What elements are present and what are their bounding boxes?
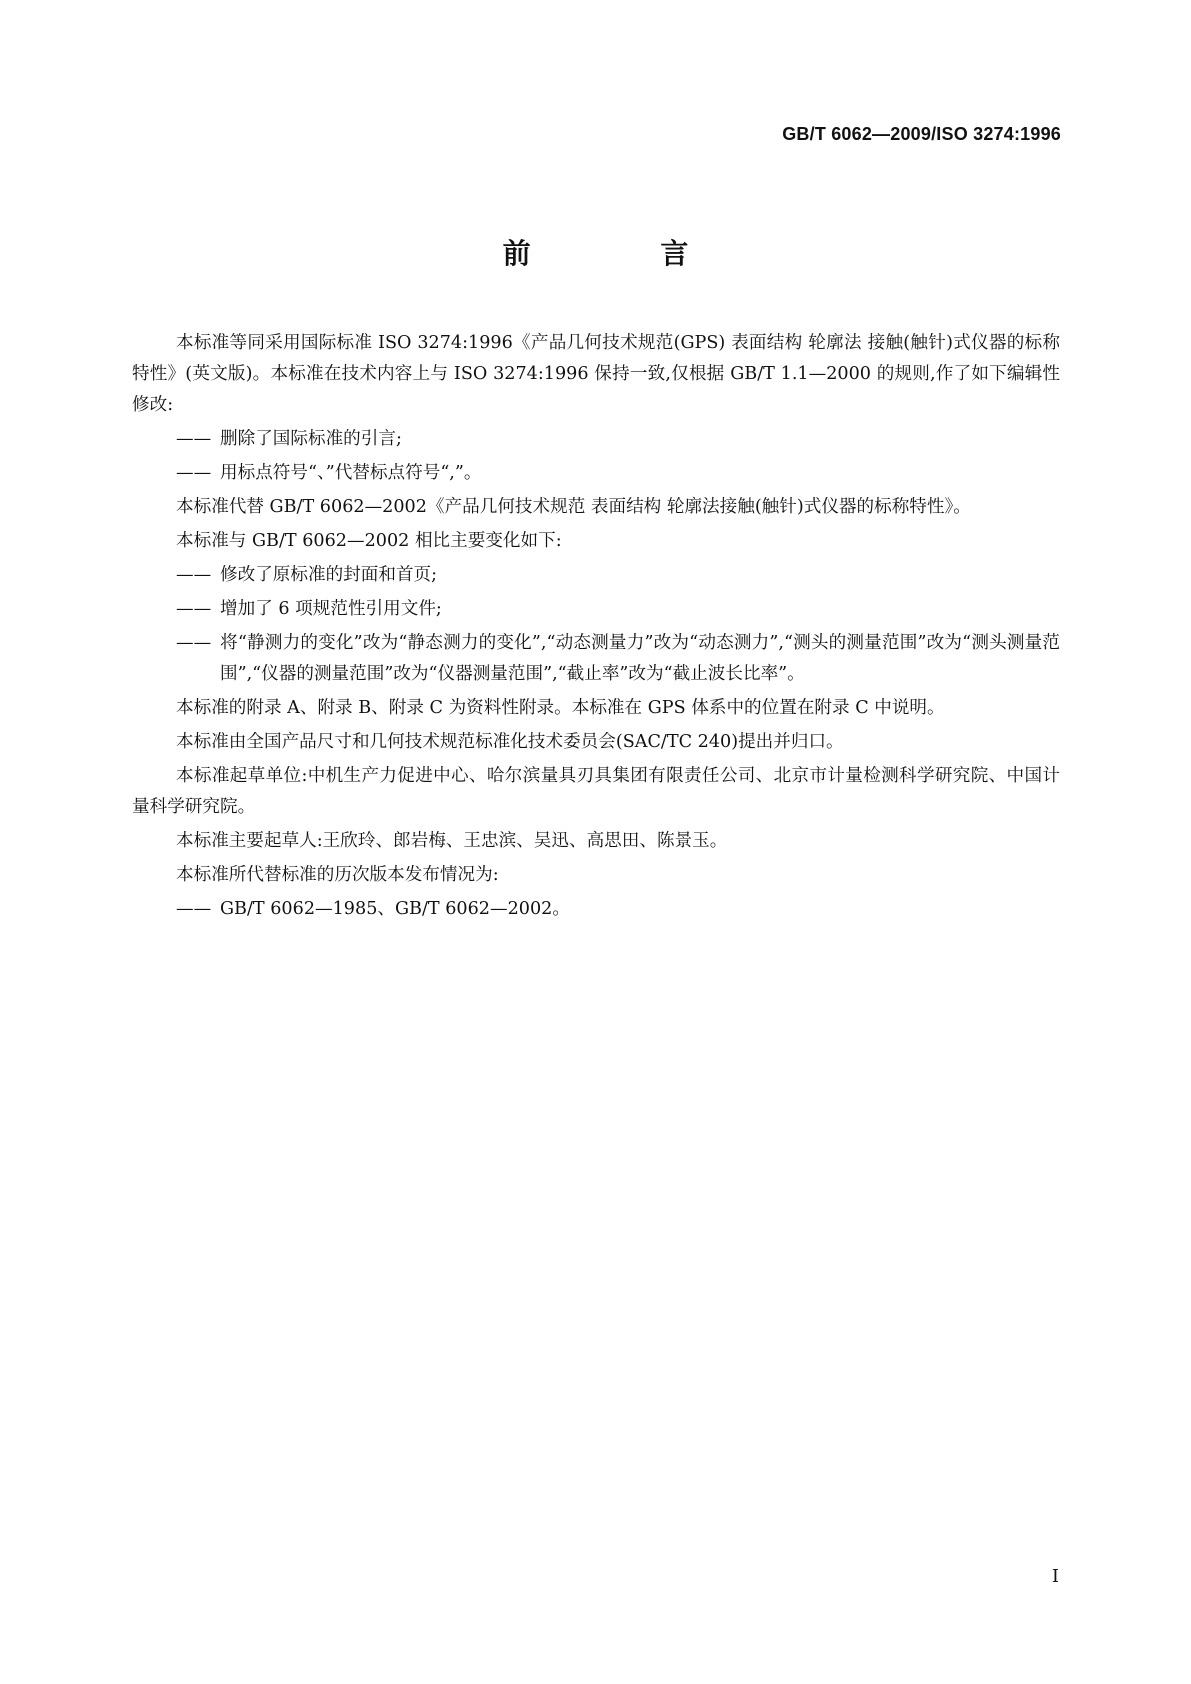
paragraph-annexes: 本标准的附录 A、附录 B、附录 C 为资料性附录。本标准在 GPS 体系中的位置在附录 C 中说明。: [176, 698, 945, 718]
paragraph-proposer: 本标准由全国产品尺寸和几何技术规范标准化技术委员会(SAC/TC 240)提出并归口。: [176, 732, 844, 752]
dash-mark: ——: [176, 599, 212, 619]
list-item-text: GB/T 6062—1985、GB/T 6062—2002。: [220, 899, 570, 919]
list-item: [176, 628, 1060, 690]
list-item: [176, 594, 1060, 625]
list-item-text: 修改了原标准的封面和首页;: [220, 565, 438, 585]
dash-mark: ——: [176, 463, 212, 483]
document-body: [132, 328, 1060, 928]
dash-mark: ——: [176, 899, 212, 919]
list-item-text: 增加了 6 项规范性引用文件;: [220, 599, 442, 619]
paragraph-drafters: 本标准主要起草人:王欣玲、郎岩梅、王忠滨、吴迅、高思田、陈景玉。: [176, 831, 728, 851]
list-item-text: 删除了国际标准的引言;: [220, 429, 402, 449]
page-number: I: [1051, 1566, 1059, 1587]
list-item: [176, 424, 1060, 455]
paragraph-replaces: 本标准代替 GB/T 6062—2002《产品几何技术规范 表面结构 轮廓法接触(触针)式仪器的标称特性》。: [176, 497, 971, 517]
paragraph-changes-intro: 本标准与 GB/T 6062—2002 相比主要变化如下:: [176, 531, 562, 551]
list-item: [176, 458, 1060, 489]
page-title: 前 言: [502, 237, 749, 270]
list-item: [176, 894, 1060, 925]
list-item-text: 用标点符号“、”代替标点符号“,”。: [220, 463, 482, 483]
standard-code-header: GB/T 6062—2009/ISO 3274:1996: [782, 124, 1061, 144]
list-item: [176, 560, 1060, 591]
list-item-text: 将“静测力的变化”改为“静态测力的变化”,“动态测量力”改为“动态测力”,“测头的测量范围”改为“测头测量范围”,“仪器的测量范围”改为“仪器测量范围”,“截止率”改为“截止波长比率”。: [220, 633, 1060, 684]
dash-mark: ——: [176, 633, 212, 653]
dash-mark: ——: [176, 429, 212, 449]
dash-mark: ——: [176, 565, 212, 585]
paragraph-drafting-units: 本标准起草单位:中机生产力促进中心、哈尔滨量具刃具集团有限责任公司、北京市计量检测科学研究院、中国计量科学研究院。: [132, 766, 1060, 817]
paragraph-adoption: 本标准等同采用国际标准 ISO 3274:1996《产品几何技术规范(GPS) 表面结构 轮廓法 接触(触针)式仪器的标称特性》(英文版)。本标准在技术内容上与 ISO 3274:1996 保持一致,仅根据 GB/T 1.1—2000 的规则,作了如下编辑性修改:: [132, 333, 1060, 415]
paragraph-history-intro: 本标准所代替标准的历次版本发布情况为:: [176, 865, 499, 885]
